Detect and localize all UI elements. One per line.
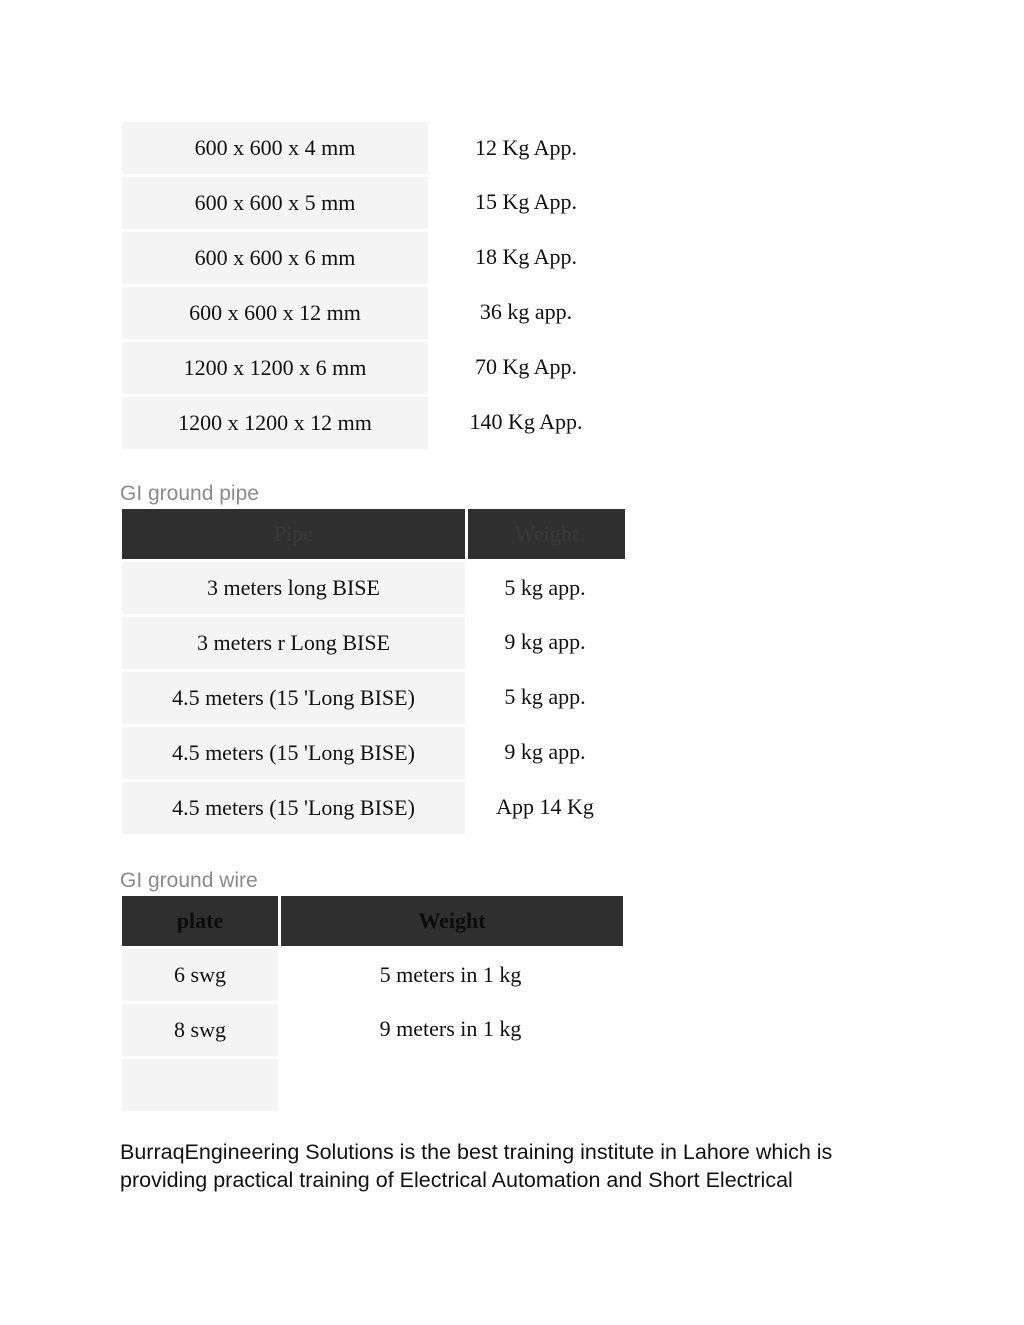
table-row — [122, 562, 625, 614]
wire-plate-cell: 6 swg — [122, 949, 278, 1001]
pipe-weight-cell: App 14 Kg — [496, 793, 594, 819]
table-row — [122, 1001, 623, 1056]
table-row — [122, 284, 624, 339]
table-header-row — [122, 896, 623, 949]
table-row — [122, 949, 623, 1001]
table-row — [122, 174, 624, 229]
table-row — [122, 779, 625, 834]
pipe-weight-cell: 9 kg app. — [504, 628, 586, 654]
table-row — [122, 669, 625, 724]
plate-size-cell: 600 x 600 x 4 mm — [122, 122, 428, 174]
wire-plate-cell — [122, 1056, 278, 1111]
footer-paragraph: BurraqEngineering Solutions is the best training institute in Lahore which is providing practical training of Electrical Automation and Short Electrical — [120, 1140, 833, 1192]
table-header-row — [122, 509, 625, 562]
plate-size-cell: 1200 x 1200 x 12 mm — [122, 394, 428, 449]
wire-weight-cell: 5 meters in 1 kg — [379, 962, 522, 987]
plate-size-cell: 1200 x 1200 x 6 mm — [122, 339, 428, 394]
table-row — [122, 229, 624, 284]
table-row — [122, 122, 624, 174]
plate-weight-cell: 12 Kg App. — [474, 135, 578, 160]
wire-weight-cell: 9 meters in 1 kg — [379, 1015, 522, 1041]
plate-weight-cell: 36 kg app. — [479, 298, 573, 324]
pipe-section-title: GI ground pipe — [120, 482, 259, 505]
weight-column-header: Weight — [465, 509, 625, 562]
pipe-cell: 4.5 meters (15 'Long BISE) — [122, 669, 465, 724]
table-row — [122, 394, 624, 449]
table-row — [122, 339, 624, 394]
plate-weight-cell: 140 Kg App. — [469, 408, 583, 434]
pipe-cell: 4.5 meters (15 'Long BISE) — [122, 724, 465, 779]
plate-size-cell: 600 x 600 x 5 mm — [122, 174, 428, 229]
plate-size-cell: 600 x 600 x 6 mm — [122, 229, 428, 284]
earthing-plate-table — [122, 122, 624, 449]
pipe-weight-cell: 9 kg app. — [504, 738, 586, 764]
pipe-weight-cell: 5 kg app. — [504, 683, 586, 709]
plate-size-cell: 600 x 600 x 12 mm — [122, 284, 428, 339]
ground-wire-table — [122, 896, 623, 1111]
plate-column-header: plate — [122, 896, 278, 949]
pipe-cell: 3 meters r Long BISE — [122, 614, 465, 669]
table-row — [122, 724, 625, 779]
pipe-cell: 4.5 meters (15 'Long BISE) — [122, 779, 465, 834]
wire-plate-cell: 8 swg — [122, 1001, 278, 1056]
table-row — [122, 1056, 623, 1111]
pipe-weight-cell: 5 kg app. — [504, 575, 586, 600]
pipe-column-header: Pipe — [122, 509, 465, 562]
plate-weight-cell: 18 Kg App. — [474, 243, 578, 269]
plate-weight-cell: 70 Kg App. — [474, 353, 578, 379]
pipe-cell: 3 meters long BISE — [122, 562, 465, 614]
wire-section-title: GI ground wire — [120, 869, 258, 892]
table-row — [122, 614, 625, 669]
weight-column-header: Weight — [278, 896, 623, 949]
plate-weight-cell: 15 Kg App. — [474, 188, 578, 214]
wire-weight-cell — [278, 1056, 623, 1111]
ground-pipe-table — [122, 509, 625, 834]
